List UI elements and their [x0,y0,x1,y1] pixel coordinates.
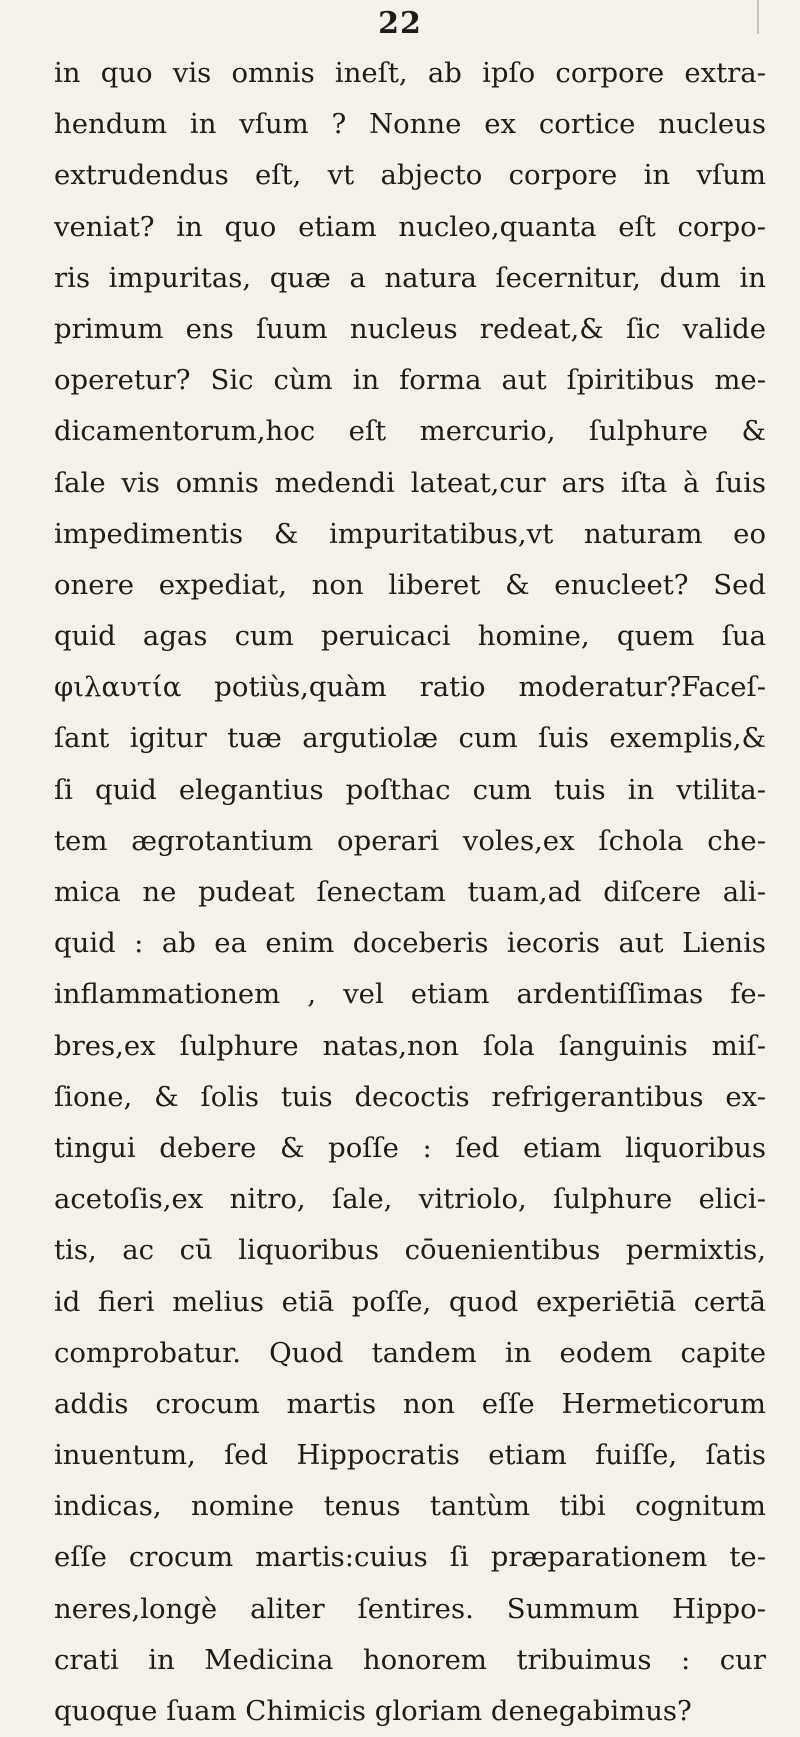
text-line: extrudendus eſt, vt abjecto corpore in vſum [54,159,766,192]
text-line: ſale vis omnis medendi lateat,cur ars iſta à ſuis [54,466,766,499]
text-line: onere expediat, non liberet & enucleet? Sed [54,568,766,601]
text-line: tis, ac cū liquoribus cōuenientibus permixtis, [54,1234,766,1267]
text-line: ſione, & ſolis tuis decoctis refrigerantibus ex- [54,1080,766,1113]
text-line: id fieri melius etiā poſſe, quod experiētiā certā [54,1285,766,1318]
text-line: bres,ex ſulphure natas,non ſola ſanguinis miſ- [54,1029,766,1062]
text-line: quid : ab ea enim doceberis iecoris aut Lienis [54,927,766,960]
text-line: ſant igitur tuæ argutiolæ cum ſuis exemplis,& [54,722,766,755]
text-line: crati in Medicina honorem tribuimus : cur [54,1643,766,1676]
page-number: 22 [378,6,422,41]
body-text [54,48,766,1737]
text-line: operetur? Sic cùm in forma aut ſpiritibus me- [54,364,766,397]
text-line: φιλαυτία potiùs,quàm ratio moderatur?Faceſ- [54,671,766,704]
text-line: quoque ſuam Chimicis gloriam denegabimus? [54,1695,692,1727]
text-line: acetoſis,ex nitro, ſale, vitriolo, ſulphure elici- [54,1183,766,1216]
text-line: hendum in vſum ? Nonne ex cortice nucleus [54,108,766,141]
text-line: primum ens ſuum nucleus redeat,& ſic valide [54,312,766,345]
text-line: veniat? in quo etiam nucleo,quanta eſt corpo- [54,210,766,243]
text-line: indicas, nomine tenus tantùm tibi cognitum [54,1490,766,1523]
text-line: addis crocum martis non eſſe Hermeticorum [54,1387,766,1420]
text-line: mica ne pudeat ſenectam tuam,ad diſcere ali- [54,876,766,908]
text-line: eſſe crocum martis:cuius ſi præparationem te- [54,1541,766,1574]
text-line: dicamentorum,hoc eſt mercurio, ſulphure & [54,415,766,448]
text-line: neres,longè aliter ſentires. Summum Hippo- [54,1592,766,1625]
text-line: ſi quid elegantius poſthac cum tuis in vtilita- [54,773,766,806]
text-line: inflammationem , vel etiam ardentiſſimas fe- [54,978,766,1011]
text-line: impedimentis & impuritatibus,vt naturam eo [54,517,766,550]
text-line: ris impuritas, quæ a natura ſecernitur, dum in [54,261,766,294]
text-line: inuentum, ſed Hippocratis etiam fuiſſe, ſatis [54,1439,766,1472]
text-line: comprobatur. Quod tandem in eodem capite [54,1336,766,1369]
text-line: quid agas cum peruicaci homine, quem ſua [54,620,766,653]
text-line: in quo vis omnis ineſt, ab ipſo corpore extra- [54,57,766,89]
text-line: tingui debere & poſſe : ſed etiam liquoribus [54,1131,766,1164]
text-line: tem ægrotantium operari voles,ex ſchola che- [54,824,766,857]
